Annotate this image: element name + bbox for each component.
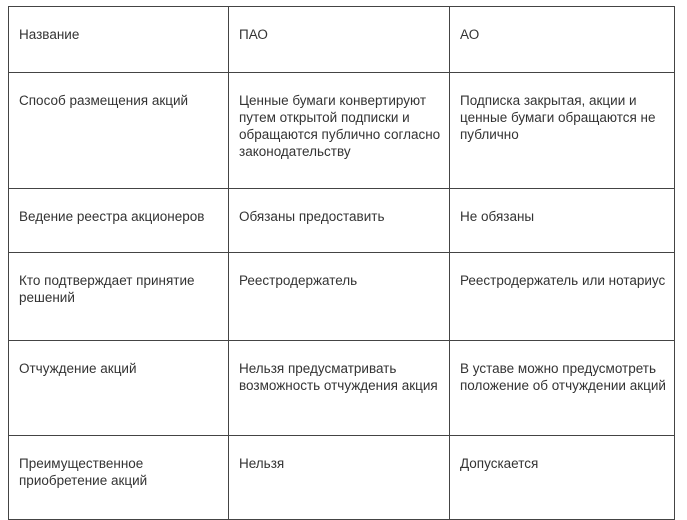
- pao-cell: Обязаны предоставить: [229, 189, 450, 253]
- ao-cell: Реестродержатель или нотариус: [450, 253, 675, 341]
- table-header-row: [9, 7, 675, 73]
- ao-cell: Не обязаны: [450, 189, 675, 253]
- row-label: Способ размещения акций: [9, 73, 229, 189]
- table-row: [9, 341, 675, 436]
- comparison-table: [8, 6, 675, 520]
- header-cell-name: Название: [9, 7, 229, 73]
- ao-cell: В уставе можно предусмотреть положение об отчуждении акций: [450, 341, 675, 436]
- row-label: Кто подтверждает принятие решений: [9, 253, 229, 341]
- row-label: Отчуждение акций: [9, 341, 229, 436]
- pao-cell: Ценные бумаги конвертируют путем открытой подписки и обращаются публично согласно законодательству: [229, 73, 450, 189]
- row-label: Ведение реестра акционеров: [9, 189, 229, 253]
- table-row: [9, 73, 675, 189]
- table-row: [9, 436, 675, 520]
- table-row: [9, 189, 675, 253]
- header-cell-pao: ПАО: [229, 7, 450, 73]
- row-label: Преимущественное приобретение акций: [9, 436, 229, 520]
- pao-cell: Нельзя предусматривать возможность отчуждения акция: [229, 341, 450, 436]
- header-cell-ao: АО: [450, 7, 675, 73]
- pao-cell: Реестродержатель: [229, 253, 450, 341]
- table-row: [9, 253, 675, 341]
- ao-cell: Подписка закрытая, акции и ценные бумаги обращаются не публично: [450, 73, 675, 189]
- pao-cell: Нельзя: [229, 436, 450, 520]
- ao-cell: Допускается: [450, 436, 675, 520]
